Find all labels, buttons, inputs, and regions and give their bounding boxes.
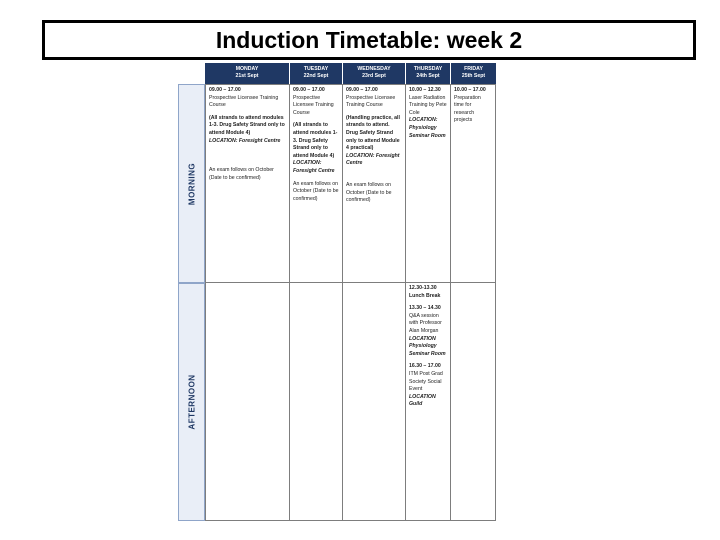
afternoon-thursday-cell [405, 282, 451, 521]
afternoon-label: AFTERNOON [187, 374, 196, 430]
location: LOCATION: Foresight Centre [293, 160, 335, 174]
time: 13.30 – 14.30 [409, 305, 441, 312]
course: Prospective Licensee Training Course [346, 94, 396, 109]
header-wednesday [343, 63, 405, 85]
header-day: MONDAY [235, 66, 259, 72]
exam-note: An exam follows on October (Date to be confirmed) [293, 180, 339, 202]
morning-label: MORNING [187, 162, 196, 205]
morning-tuesday-cell [289, 84, 343, 283]
page-title: Induction Timetable: week 2 [215, 26, 523, 53]
strands-note: (All strands to attend modules 1-3. Drug Safety Strand only to attend Module 4) [293, 122, 338, 159]
header-day: THURSDAY [413, 66, 443, 72]
header-date: 23rd Sept [362, 73, 386, 79]
header-date: 25th Sept [461, 73, 486, 79]
morning-thursday-cell [405, 84, 451, 283]
time: 09.00 – 17.00 [346, 87, 378, 93]
strands-note: (Handling practice, all strands to attend. Drug Safety Strand only to attend Module 4 practical) [346, 114, 400, 152]
title-box [42, 20, 696, 60]
location: LOCATION: Physiology Seminar Room [409, 117, 446, 139]
strands-note: (All strands to attend modules 1-3. Drug Safety Strand only to attend Module 4) [209, 114, 285, 136]
header-date: 21st Sept [235, 73, 259, 79]
location: LOCATION Physiology Seminar Room [409, 335, 446, 357]
header-date: 22nd Sept [303, 73, 329, 79]
course: Prospective Licensee Training Course [293, 94, 334, 116]
time: 10.00 – 17.00 [454, 87, 486, 93]
morning-friday-cell [450, 84, 496, 283]
time: 09.00 – 17.00 [293, 87, 325, 93]
header-day: WEDNESDAY [357, 66, 391, 72]
afternoon-label-cell [178, 283, 205, 521]
header-day: TUESDAY [303, 66, 329, 72]
morning-wednesday-cell [342, 84, 406, 283]
header-day: FRIDAY [464, 66, 483, 72]
qa-session: Q&A session with Professor Alan Morgan [409, 312, 442, 334]
header-tuesday [290, 63, 342, 85]
course: Laser Radiation Training by Pete Cole [409, 94, 447, 116]
social-event: ITM Post Grad Society Social Event [409, 370, 443, 393]
header-thursday [406, 63, 450, 85]
lunch-break: 12.30-13.30 Lunch Break [409, 285, 441, 299]
location: LOCATION: Foresight Centre [209, 137, 281, 144]
course: Preparation time for research projects [454, 94, 481, 124]
exam-note: An exam follows on October (Date to be confirmed) [209, 167, 274, 181]
course: Prospective Licensee Training Course [209, 94, 279, 109]
afternoon-wednesday-cell [342, 282, 406, 521]
afternoon-tuesday-cell [289, 282, 343, 521]
time: 16.30 – 17.00 [409, 363, 441, 370]
morning-monday-cell [205, 84, 290, 283]
time: 09.00 – 17.00 [209, 87, 241, 93]
afternoon-monday-cell [205, 282, 290, 521]
header-monday [205, 63, 289, 85]
header-date: 24th Sept [416, 73, 440, 79]
location: LOCATION Guild [409, 393, 436, 408]
location: LOCATION: Foresight Centre [346, 152, 400, 167]
morning-label-cell [178, 84, 205, 283]
exam-note: An exam follows on October (Date to be confirmed) [346, 181, 392, 204]
afternoon-friday-cell [450, 282, 496, 521]
timetable [178, 63, 496, 521]
time: 10.00 – 12.30 [409, 87, 441, 93]
header-friday [451, 63, 496, 85]
